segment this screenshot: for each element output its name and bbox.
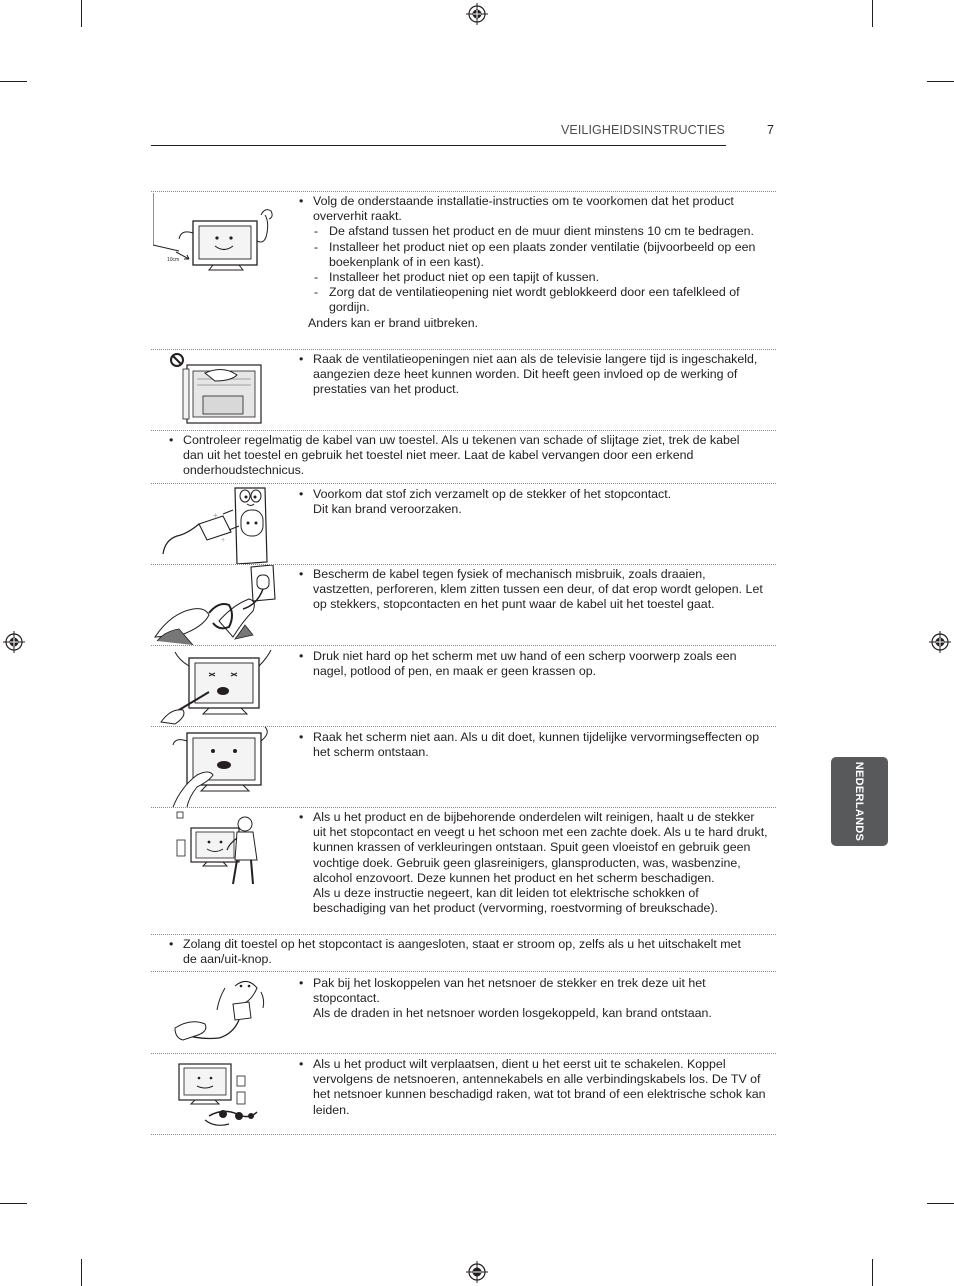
language-tab xyxy=(831,757,888,846)
section-ventilation-install xyxy=(298,194,768,331)
section-title: VEILIGHEIDSINSTRUCTIES xyxy=(560,123,725,137)
header-rule xyxy=(151,145,726,146)
bullet-text: • Volg de onderstaande installatie-instructies om te voorkomen dat het product oververhit raakt. xyxy=(298,194,768,224)
section-moving xyxy=(298,1057,768,1118)
svg-text:+: + xyxy=(213,511,218,520)
wall-gap-label: 10cm xyxy=(167,257,180,263)
cleaning-illustration xyxy=(153,810,285,890)
bullet-text: • Voorkom dat stof zich verzamelt op de stekker of het stopcontact. xyxy=(298,487,768,502)
crop-mark xyxy=(927,81,954,82)
bullet-text: • Bescherm de kabel tegen fysiek of mechanisch misbruik, zoals draaien, vastzetten, perforeren, klem zitten tussen een deur, of dat erop wordt gelopen. Let op stekkers, stopcontacten en het punt waar de kabel uit het toestel gaat. xyxy=(298,567,768,613)
svg-text:+: + xyxy=(221,537,226,544)
section-power-on xyxy=(168,937,758,967)
row-divider xyxy=(151,807,776,808)
crop-mark xyxy=(872,1259,873,1286)
section-unplug xyxy=(298,976,768,1022)
crop-mark xyxy=(872,0,873,27)
section-vent-hot xyxy=(298,352,768,398)
bullet-text: • Zolang dit toestel op het stopcontact is aangesloten, staat er stroom op, zelfs als u het uitschakelt met de aan/uit-knop. xyxy=(168,937,758,967)
bullet-text: • Controleer regelmatig de kabel van uw toestel. Als u tekenen van schade of slijtage ziet, trek de kabel dan uit het toestel en gebruik het toestel niet meer. Laat de kabel vervangen door een erkend onderhoudstechnicus. xyxy=(168,433,758,479)
crop-mark xyxy=(81,1259,82,1286)
dash-item: - Installeer het product niet op een tapijt of kussen. xyxy=(298,270,768,285)
bullet-text: • Als u het product wilt verplaatsen, dient u het eerst uit te schakelen. Koppel vervolgens de netsnoeren, antennekabels en alle verbindingskabels los. De TV of het netsnoer kunnen beschadigd raken, wat tot brand of een elektrische schok kan leiden. xyxy=(298,1057,768,1118)
tv-wall-distance-illustration xyxy=(153,193,285,273)
cable-abuse-illustration xyxy=(153,565,285,645)
row-divider xyxy=(151,1134,776,1135)
extra-text: Dit kan brand veroorzaken. xyxy=(313,502,462,517)
language-tab-label: NEDERLANDS xyxy=(853,761,866,842)
extra-text: Als u deze instructie negeert, kan dit leiden tot elektrische schokken of beschadiging van het product (vervorming, roestvorming of breukschade). xyxy=(313,886,718,916)
dash-item: - Installeer het product niet op een plaats zonder ventilatie (bijvoorbeeld op een boekenplank of in een kast). xyxy=(298,240,768,270)
registration-mark-icon xyxy=(466,1261,488,1283)
section-cleaning xyxy=(298,810,768,916)
bullet-text: • Als u het product en de bijbehorende onderdelen wilt reinigen, haalt u de stekker uit het stopcontact en veegt u het schoon met een zachte doek. Als u te hard drukt, kunnen krassen of verkleuringen ontstaan. Spuit geen vloeistof en gebruik geen vochtige doek. Gebruik geen glasreinigers, glansproducten, was, wasbenzine, alcohol enzovoort. Deze kunnen het product en het scherm beschadigen. xyxy=(298,810,768,886)
registration-mark-icon xyxy=(929,631,951,653)
row-divider xyxy=(151,971,776,972)
row-divider xyxy=(151,191,776,192)
dash-item: - Zorg dat de ventilatieopening niet wordt geblokkeerd door een tafelkleed of gordijn. xyxy=(298,285,768,315)
crop-mark xyxy=(0,1203,27,1204)
section-cable-protect xyxy=(298,567,768,613)
dash-item: - De afstand tussen het product en de muur dient minstens 10 cm te bedragen. xyxy=(298,224,768,239)
bullet-text: • Druk niet hard op het scherm met uw hand of een scherp voorwerp zoals een nagel, potlood of pen, en maak er geen krassen op. xyxy=(298,649,768,679)
extra-text: Als de draden in het netsnoer worden losgekoppeld, kan brand ontstaan. xyxy=(313,1006,712,1021)
row-divider xyxy=(151,430,776,431)
page-number: 7 xyxy=(767,123,774,137)
registration-mark-icon xyxy=(3,631,25,653)
screen-press-illustration xyxy=(153,646,285,726)
crop-mark xyxy=(0,81,27,82)
crop-mark xyxy=(927,1203,954,1204)
section-screen-touch xyxy=(298,730,768,760)
trailer-text: Anders kan er brand uitbreken. xyxy=(308,315,479,330)
bullet-text: • Raak het scherm niet aan. Als u dit doet, kunnen tijdelijke vervormingseffecten op het scherm ontstaan. xyxy=(298,730,768,760)
row-divider xyxy=(151,349,776,350)
dusty-plug-illustration xyxy=(153,484,285,564)
registration-mark-icon xyxy=(466,3,488,25)
section-cable-check xyxy=(168,433,758,479)
unplug-illustration xyxy=(153,974,285,1052)
screen-touch-illustration xyxy=(153,727,285,807)
disconnect-cables-illustration xyxy=(153,1056,285,1132)
section-dust-plug xyxy=(298,487,768,517)
row-divider xyxy=(151,934,776,935)
row-divider xyxy=(151,1053,776,1054)
crop-mark xyxy=(81,0,82,27)
tv-vent-no-touch-illustration xyxy=(153,351,285,429)
section-screen-press xyxy=(298,649,768,679)
bullet-text: • Raak de ventilatieopeningen niet aan als de televisie langere tijd is ingeschakeld, aangezien deze heet kunnen worden. Dit heeft geen invloed op de werking of prestaties van het product. xyxy=(298,352,768,398)
bullet-text: • Pak bij het loskoppelen van het netsnoer de stekker en trek deze uit het stopcontact. xyxy=(298,976,768,1006)
